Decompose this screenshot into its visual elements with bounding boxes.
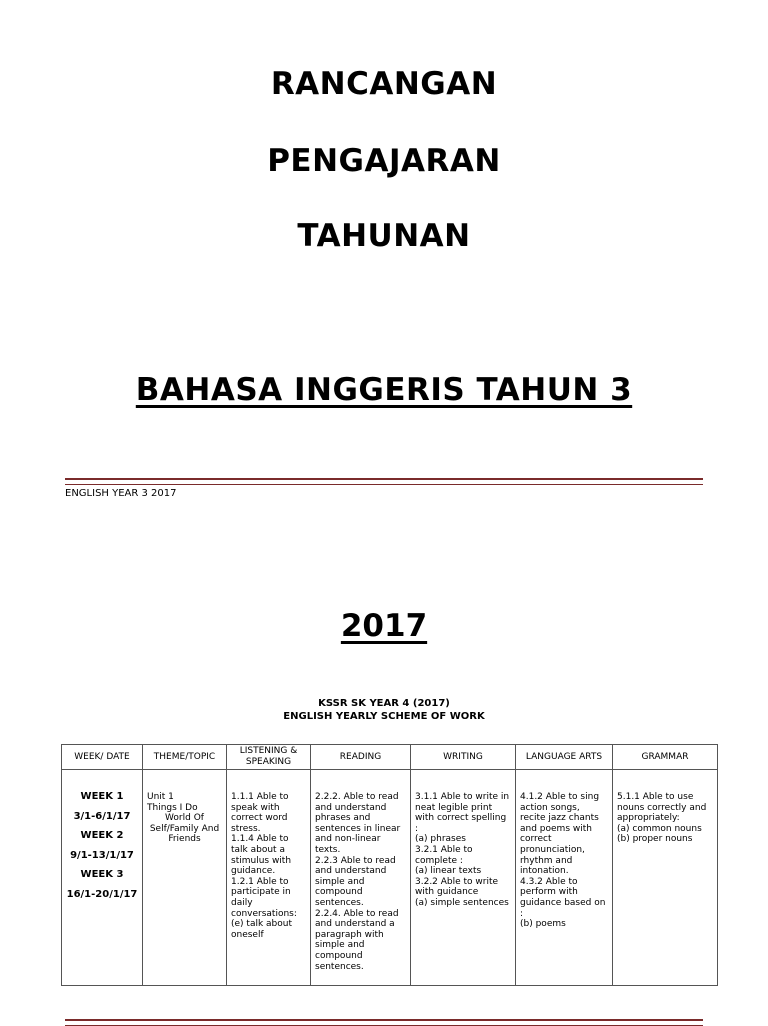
writing-cell (411, 770, 516, 986)
scheme-title-line-1: KSSR SK YEAR 4 (2017) (318, 698, 450, 709)
ls-standard: 1.2.1 Able to participate in daily conversations: (231, 876, 297, 919)
header-reading: READING (311, 745, 411, 770)
writing-standard: 3.2.2 Able to write with guidance (415, 876, 499, 898)
header-writing: WRITING (411, 745, 516, 770)
scheme-title-line-2: ENGLISH YEARLY SCHEME OF WORK (283, 711, 485, 722)
ls-standard: 1.1.1 Able to speak with correct word stress. (231, 792, 289, 834)
theme-cell (143, 770, 227, 986)
week-label: WEEK 2 (80, 830, 124, 842)
la-standard: (b) poems (520, 919, 566, 930)
page-header-text: ENGLISH YEAR 3 2017 (65, 488, 177, 499)
table-row (62, 770, 718, 986)
grammar-standard: 5.1.1 Able to use nouns correctly and appropriately: (617, 792, 707, 824)
theme-topic: Things I Do (147, 802, 198, 813)
grammar-standard: (b) proper nouns (617, 834, 693, 845)
document-title-line-1: RANCANGAN (270, 66, 498, 102)
writing-standard: (a) simple sentences (415, 897, 509, 908)
document-title-line-2: PENGAJARAN (267, 143, 501, 179)
week-label: WEEK 3 (80, 869, 124, 881)
grammar-standard: (a) common nouns (617, 823, 702, 834)
week-date: 16/1-20/1/17 (66, 888, 138, 900)
ls-standard: 1.1.4 Able to talk about a stimulus with guidance. (231, 834, 292, 877)
writing-standard: (a) phrases (415, 834, 466, 845)
writing-standard: (a) linear texts (415, 866, 482, 877)
header-week-date: WEEK/ DATE (62, 745, 143, 770)
week-label: WEEK 1 (80, 791, 124, 802)
subject-title: BAHASA INGGERIS TAHUN 3 (135, 372, 633, 408)
year-title: 2017 (340, 608, 428, 644)
la-standard: 4.3.2 Able to perform with guidance based on : (520, 876, 606, 919)
reading-standard: 2.2.3 Able to read and understand simple and compound sentences. (315, 855, 396, 908)
week-date: 3/1-6/1/17 (73, 810, 131, 822)
week-date-cell (62, 770, 143, 986)
theme-world: World Of Self/Family And Friends (149, 813, 220, 845)
scheme-title (0, 697, 768, 723)
header-theme-topic: THEME/TOPIC (143, 745, 227, 770)
scheme-of-work-table (61, 744, 718, 986)
writing-standard: 3.1.1 Able to write in neat legible print with correct spelling : (415, 792, 510, 834)
document-title-line-3: TAHUNAN (297, 218, 471, 254)
theme-unit: Unit 1 (147, 792, 174, 802)
reading-standard: 2.2.4. Able to read and understand a paragraph with simple and compound sentences. (315, 908, 399, 972)
header-divider (65, 478, 703, 485)
listening-speaking-cell (227, 770, 311, 986)
table-header-row (62, 745, 718, 770)
reading-cell (311, 770, 411, 986)
ls-standard: (e) talk about oneself (231, 919, 293, 940)
header-grammar: GRAMMAR (613, 745, 718, 770)
header-listening-speaking: LISTENING & SPEAKING (227, 745, 311, 770)
reading-standard: 2.2.2. Able to read and understand phrases and sentences in linear and non-linear texts. (315, 792, 401, 855)
week-date: 9/1-13/1/17 (70, 849, 134, 861)
writing-standard: 3.2.1 Able to complete : (415, 844, 473, 866)
header-language-arts: LANGUAGE ARTS (516, 745, 613, 770)
language-arts-cell (516, 770, 613, 986)
la-standard: 4.1.2 Able to sing action songs, recite jazz chants and poems with correct pronunciation, rhythm and intonation. (520, 792, 600, 877)
footer-divider (65, 1019, 703, 1026)
grammar-cell (613, 770, 718, 986)
